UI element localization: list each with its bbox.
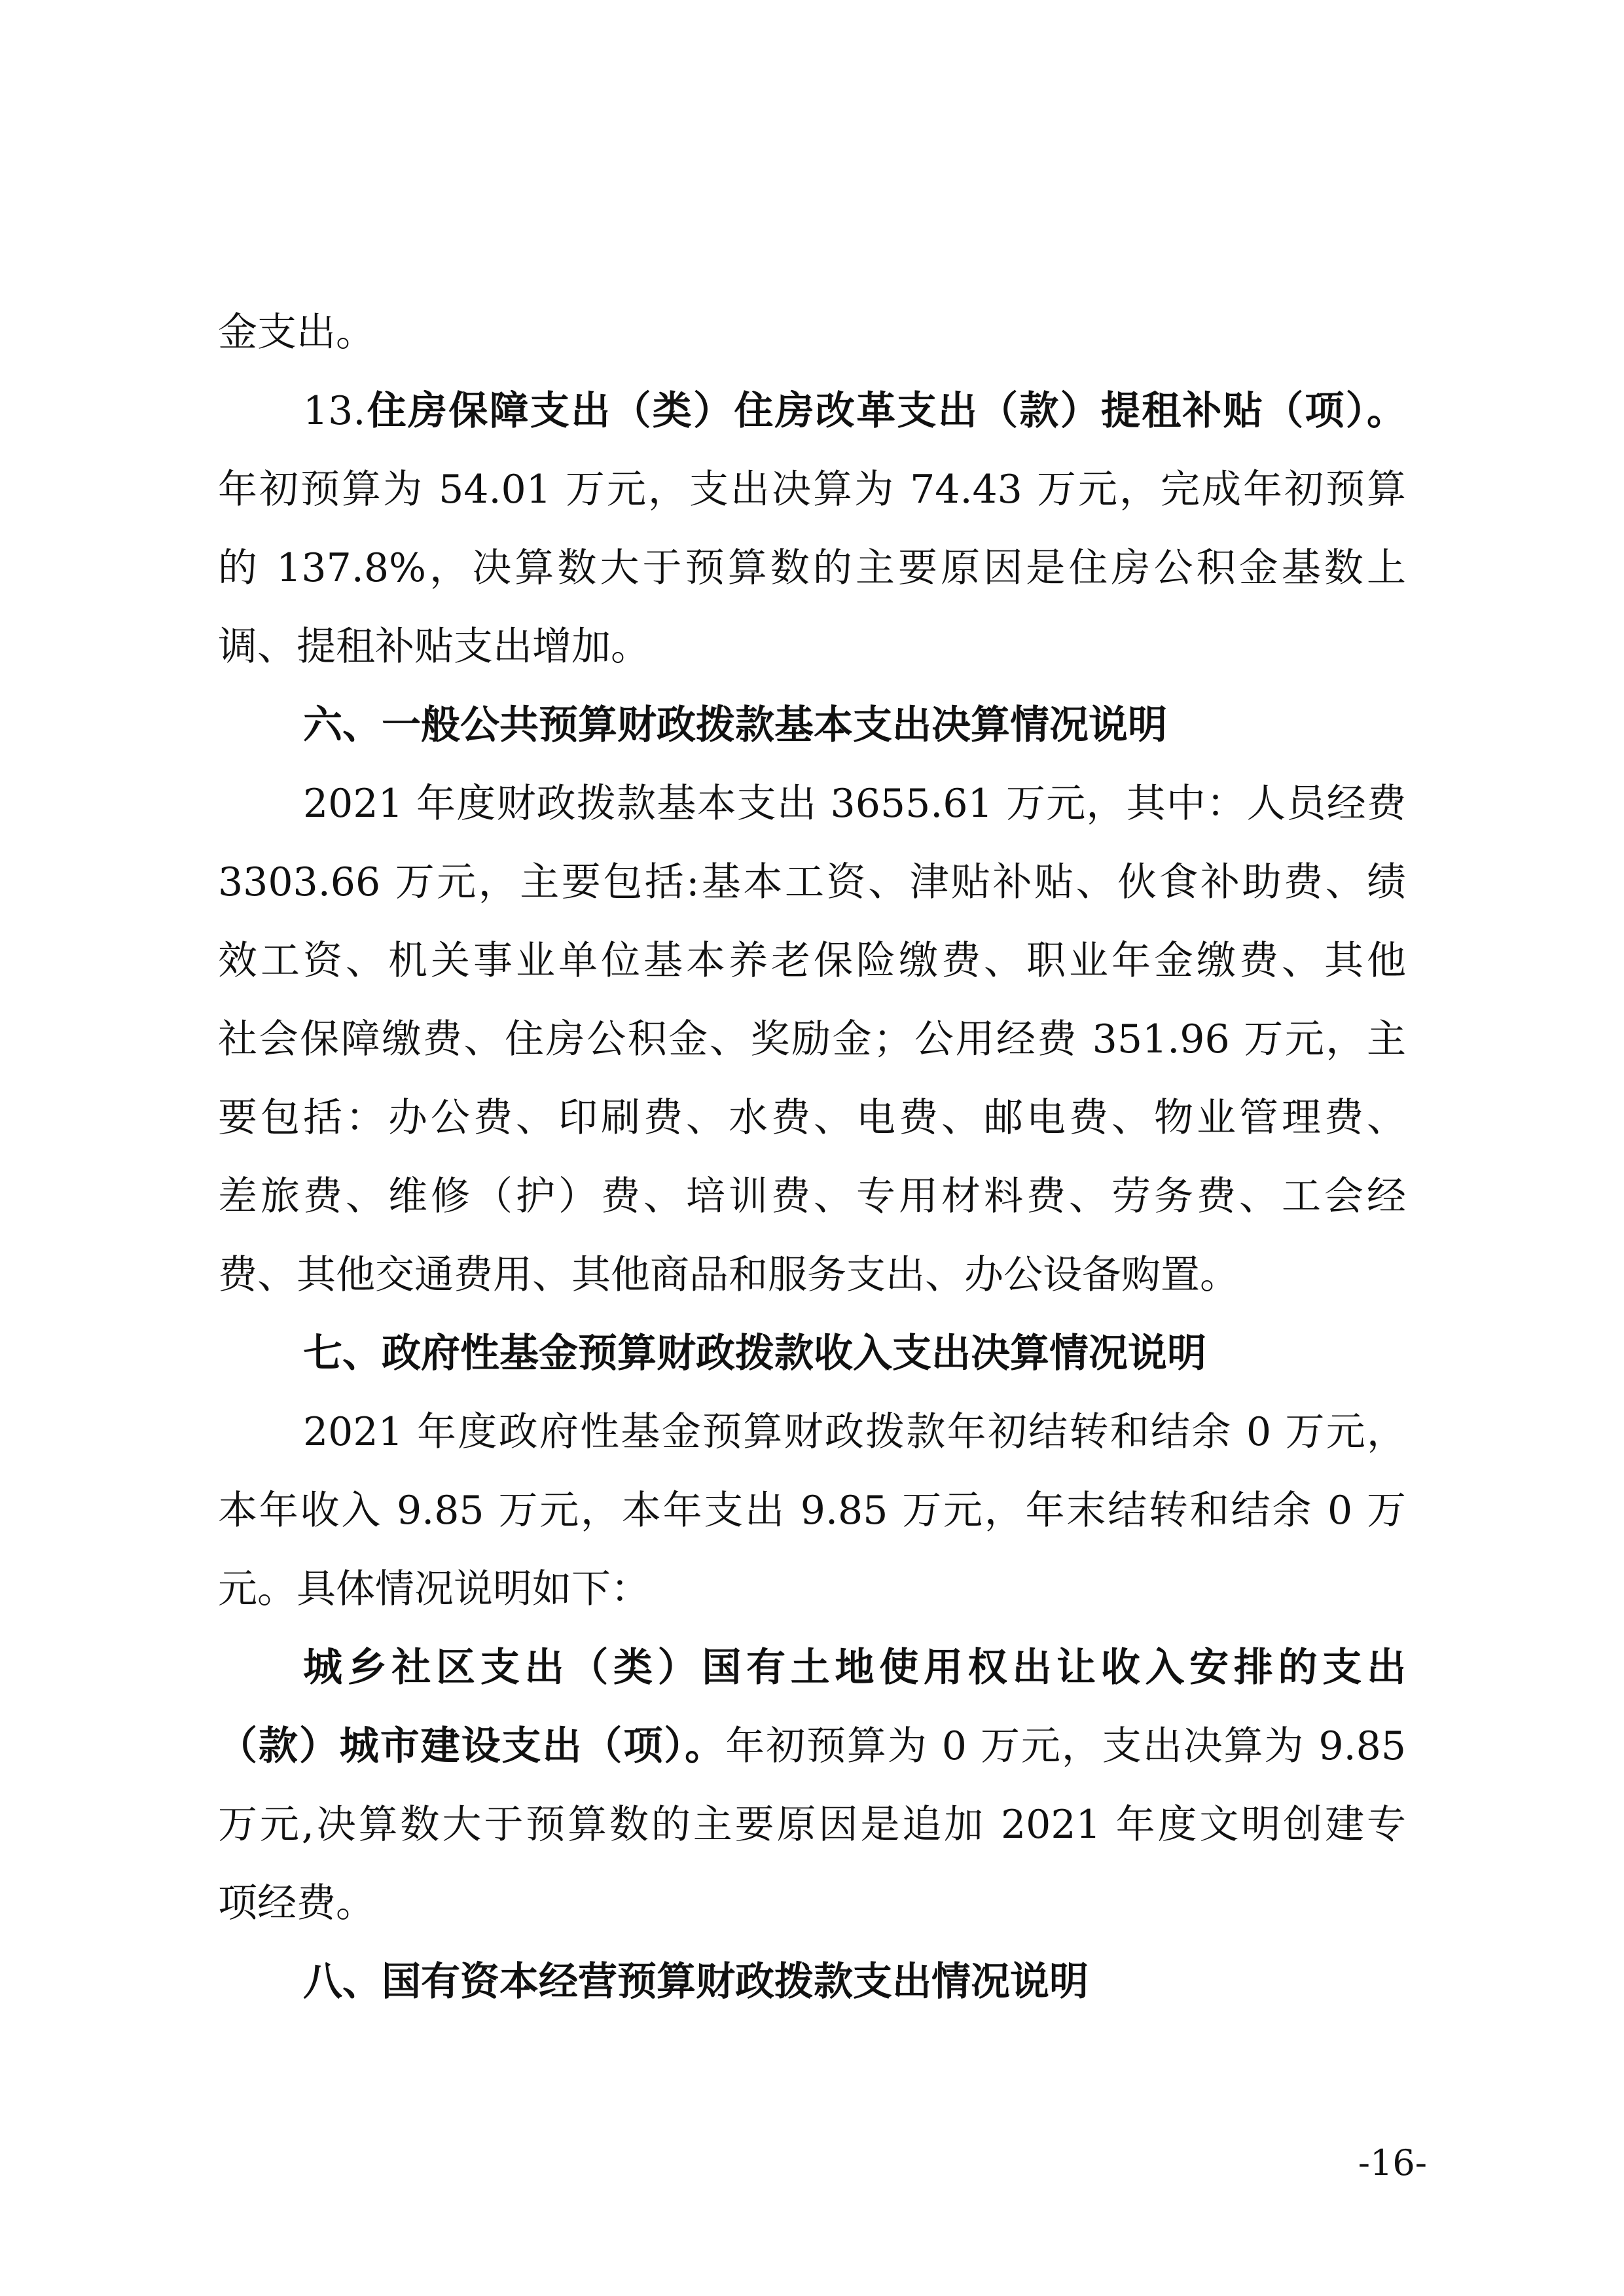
text-segment: 2021 年度财政拨款基本支出 3655.61 万元，其中：人员经费 <box>303 781 1406 827</box>
paragraph-line <box>218 843 1406 922</box>
page-number: -16- <box>1358 2142 1427 2183</box>
text-segment: 要包括：办公费、印刷费、水费、电费、邮电费、物业管理费、 <box>218 1095 1406 1141</box>
paragraph-line <box>218 450 1406 529</box>
paragraph-line <box>218 1707 1406 1785</box>
text-segment: 年初预算为 54.01 万元，支出决算为 74.43 万元，完成年初预算 <box>218 467 1406 512</box>
text-segment: 社会保障缴费、住房公积金、奖励金；公用经费 351.96 万元，主 <box>218 1016 1406 1062</box>
text-segment: 本年收入 9.85 万元，本年支出 9.85 万元，年末结转和结余 0 万 <box>218 1488 1406 1534</box>
text-segment: 2021 年度政府性基金预算财政拨款年初结转和结余 0 万元， <box>303 1409 1406 1455</box>
text-segment: 元。具体情况说明如下： <box>218 1566 650 1612</box>
paragraph-line <box>218 529 1406 607</box>
bold-text-segment: （款）城市建设支出（项）。 <box>218 1723 726 1769</box>
text-segment: 3303.66 万元，主要包括:基本工资、津贴补贴、伙食补助费、绩 <box>218 859 1406 905</box>
paragraph-line <box>218 1000 1406 1079</box>
paragraph-line <box>303 372 1406 450</box>
text-segment: 差旅费、维修（护）费、培训费、专用材料费、劳务费、工会经 <box>218 1174 1406 1219</box>
text-segment: 万元,决算数大于预算数的主要原因是追加 2021 年度文明创建专 <box>218 1802 1406 1848</box>
section-heading-7 <box>303 1314 1406 1393</box>
paragraph-line <box>303 1628 1406 1707</box>
paragraph-line <box>218 1157 1406 1236</box>
paragraph-line <box>218 1864 1406 1943</box>
heading-text: 八、国有资本经营预算财政拨款支出情况说明 <box>303 1959 1089 2005</box>
text-segment: 费、其他交通费用、其他商品和服务支出、办公设备购置。 <box>218 1252 1239 1298</box>
paragraph-line <box>303 764 1406 843</box>
heading-text: 七、政府性基金预算财政拨款收入支出决算情况说明 <box>303 1331 1206 1376</box>
paragraph-line <box>218 922 1406 1000</box>
paragraph-line <box>218 1236 1406 1314</box>
bold-text-segment: 城乡社区支出（类）国有土地使用权出让收入安排的支出 <box>303 1645 1406 1691</box>
paragraph-line <box>303 1393 1406 1471</box>
paragraph-line <box>218 1785 1406 1864</box>
paragraph-line <box>218 293 1406 372</box>
paragraph-line <box>218 1471 1406 1550</box>
text-segment: 项经费。 <box>218 1880 375 1926</box>
text-segment: 效工资、机关事业单位基本养老保险缴费、职业年金缴费、其他 <box>218 938 1406 984</box>
paragraph-line <box>218 1550 1406 1628</box>
bold-text-segment: 住房保障支出（类）住房改革支出（款）提租补贴（项）。 <box>365 388 1406 434</box>
text-segment: 13. <box>303 388 366 434</box>
text-segment: 的 137.8%，决算数大于预算数的主要原因是住房公积金基数上 <box>218 545 1406 591</box>
section-heading-8 <box>303 1943 1406 2021</box>
text-segment: 调、提租补贴支出增加。 <box>218 624 650 670</box>
heading-text: 六、一般公共预算财政拨款基本支出决算情况说明 <box>303 702 1167 748</box>
paragraph-line <box>218 1079 1406 1157</box>
paragraph-line <box>218 607 1406 686</box>
section-heading-6 <box>303 686 1406 764</box>
text-segment: 金支出。 <box>218 310 375 355</box>
text-segment: 年初预算为 0 万元，支出决算为 9.85 <box>725 1723 1406 1769</box>
